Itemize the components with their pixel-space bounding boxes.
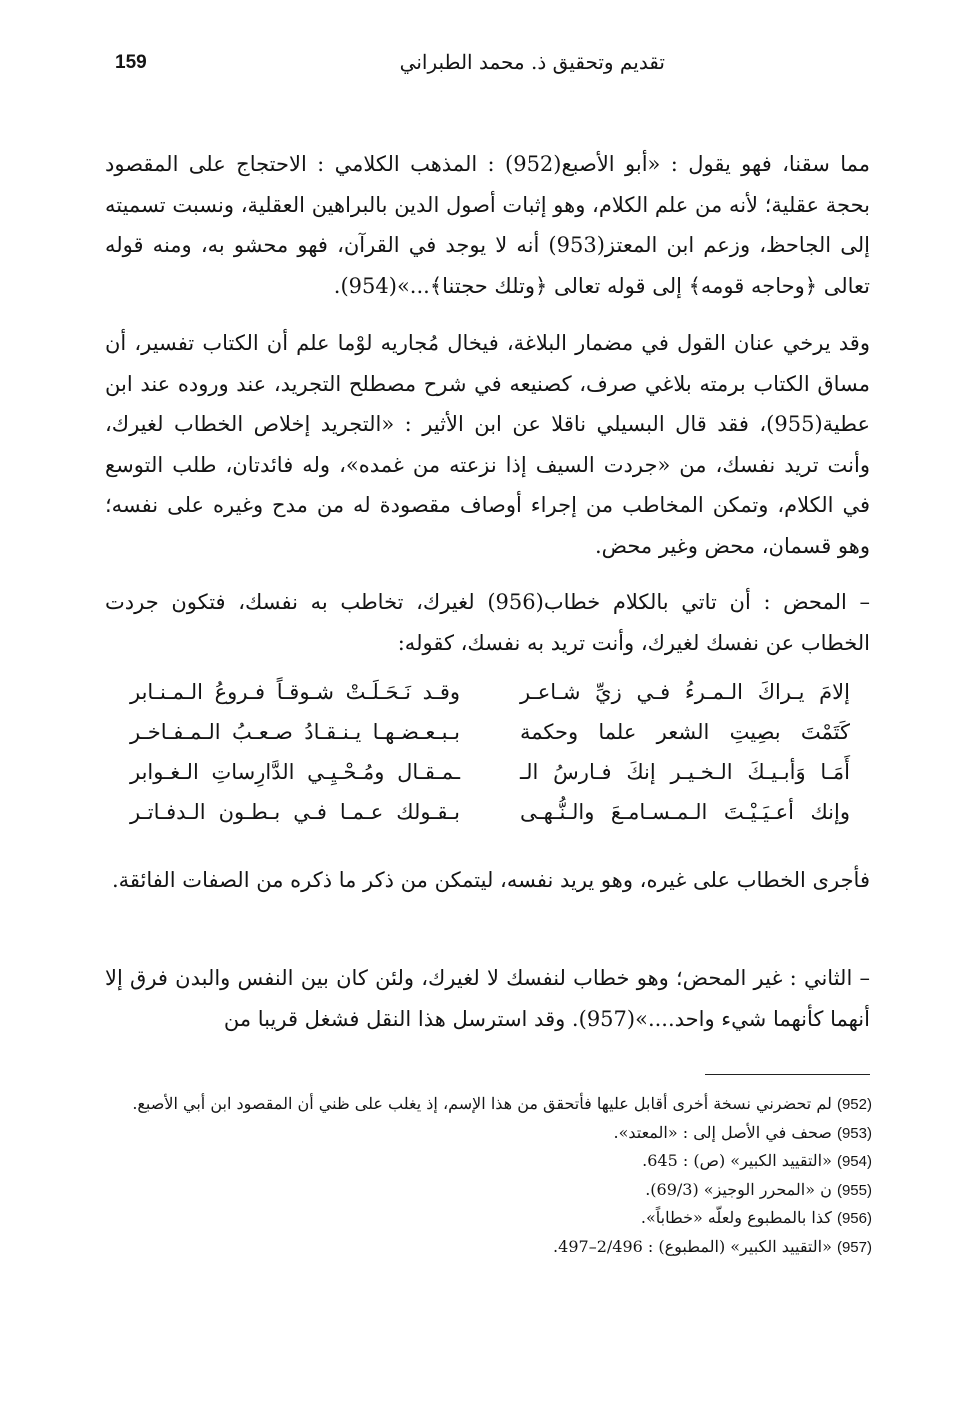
body-paragraph: [105, 958, 870, 1039]
footnote-text: صحف في الأصل إلى : «المعتد».: [613, 1122, 832, 1142]
footnote: [110, 1090, 872, 1119]
footnote-text: «التقييد الكبير» (المطبوع) : 2/496–497.: [553, 1236, 832, 1256]
footnote-text: «التقييد الكبير» (ص) : 645.: [642, 1151, 832, 1170]
footnotes-section: [110, 1090, 872, 1261]
body-paragraph: [105, 860, 870, 901]
poem-verse: [130, 672, 850, 712]
poem-verse: [130, 712, 850, 752]
paragraph-text: وقد يرخي عنان القول في مضمار البلاغة، فيخال مُجاريه لوْما علم أن الكتاب تفسير، أن مساق الكتاب برمته بلاغي صرف، كصنيعه في شرح مصطلح التجريد، عند وروده عند ابن عطية(955)، فقد قال البسيلي ناقلا عن ابن الأثير : «التجريد إخلاص الخطاب لغيرك، وأنت تريد نفسك، من «جردت السيف إذا نزعته من غمده»، وله فائدتان، طلب التوسع في الكلام، وتمكن المخاطب من إجراء أوصاف مقصودة له من مدح وغيره على نفسه؛ وهو قسمان، محض وغير محض.: [105, 331, 870, 558]
footnote-number: (957): [836, 1238, 872, 1256]
poem-verse: [130, 792, 850, 832]
page-number: 159: [115, 52, 147, 73]
footnote: [110, 1176, 872, 1205]
verse-first-hemistich: أَمَـا وَأبـيـكَ الـخـيـر إنكَ فـارسُ الـ: [520, 760, 850, 784]
footnote-separator: [705, 1074, 870, 1075]
verse-first-hemistich: وإنك أعـيَـيْـتَ الـمـسـامـعَ والـنُّـهـى: [520, 800, 850, 824]
running-header: تقديم وتحقيق ذ. محمد الطبراني: [399, 50, 665, 74]
footnote-number: (953): [836, 1124, 872, 1142]
poem-block: [130, 672, 850, 832]
footnote: [110, 1147, 872, 1176]
footnote-text: ن «المحرر الوجيز» (69/3).: [645, 1179, 832, 1199]
verse-second-hemistich: وقـد نَـحَـلَـتْ شـوقـاً فـروعُ الـمـنـابر: [130, 680, 460, 704]
footnote-number: (955): [836, 1181, 872, 1199]
footnote: [110, 1233, 872, 1262]
verse-second-hemistich: بـبـعـضـهـا يـنـقـادُ صـعـبُ الـمـفـاخـر: [130, 720, 460, 744]
paragraph-text: مما سقنا، فهو يقول : «أبو الأصبع(952) : المذهب الكلامي : الاحتجاج على المقصود بحجة عقلية؛ لأنه من علم الكلام، وهو إثبات أصول الدين بالبراهين العقلية، ونسبت تسميته إلى الجاحظ، وزعم ابن المعتز(953) أنه لا يوجد في القرآن، فهو محشو به، ومنه قوله تعالى ﴿وحاجه قومه﴾ إلى قوله تعالى ﴿وتلك حجتنا﴾...»(954).: [105, 152, 870, 298]
paragraph-text: فأجرى الخطاب على غيره، وهو يريد نفسه، ليتمكن من ذكر ما ذكره من الصفات الفائقة.: [111, 868, 870, 892]
footnote-number: (952): [836, 1096, 872, 1113]
body-paragraph: [105, 323, 870, 566]
paragraph-text: – المحض : أن تاتي بالكلام خطاب(956) لغيرك، تخاطب به نفسك، فتكون جردت الخطاب عن نفسك لغيرك، وأنت تريد به نفسك، كقوله:: [105, 590, 870, 655]
verse-second-hemistich: ـمـقـال ومُـحْـيِـي الدَّارِساتِ الـغـوابر: [130, 760, 460, 784]
footnote: [110, 1204, 872, 1233]
body-paragraph: [105, 144, 870, 306]
poem-verse: [130, 752, 850, 792]
footnote-number: (954): [836, 1153, 872, 1170]
footnote-number: (956): [836, 1210, 872, 1227]
paragraph-text: – الثاني : غير المحض؛ وهو خطاب لنفسك لا لغيرك، ولئن كان بين النفس والبدن فرق إلا أنهما كأنهما شيء واحد....»(957). وقد استرسل هذا النقل فشغل قريبا من: [105, 966, 870, 1031]
verse-first-hemistich: كَتَمْتَ بصِيتِ الشعر علما وحكمة: [520, 720, 850, 744]
verse-second-hemistich: بـقـولك عـمـا فـي بـطـون الـدفـاتـر: [130, 800, 460, 824]
footnote-text: كذا بالمطبوع ولعلّه «خطاباً».: [640, 1208, 832, 1227]
body-paragraph: [105, 582, 870, 663]
footnote: [110, 1119, 872, 1148]
footnote-text: لم تحضرني نسخة أخرى أقابل عليها فأتحقق من هذا الإسم، إذ يغلب على ظني أن المقصود ابن أبي الأصبع.: [132, 1094, 832, 1113]
verse-first-hemistich: إلامَ يـراكَ الـمـرءُ فـي زيِّ شـاعـر: [520, 680, 850, 704]
